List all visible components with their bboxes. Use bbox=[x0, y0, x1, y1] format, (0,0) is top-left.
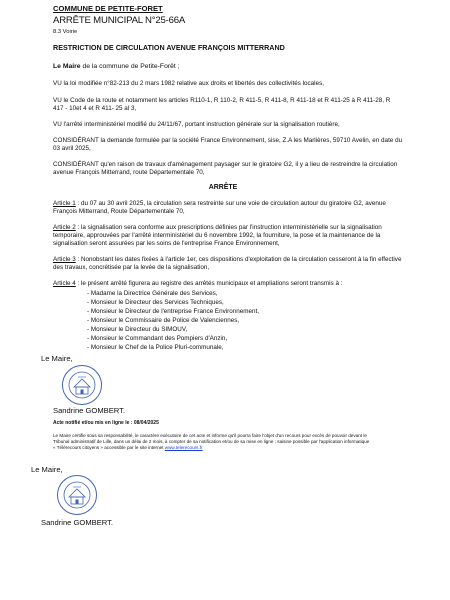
article-3-label: Article 3 bbox=[53, 256, 76, 263]
recipient-item: - Monsieur le Chef de la Police Pluri-communale, bbox=[87, 344, 224, 351]
legal-notice-line1: Le Maire certifie sous sa responsabilité, le caractère exécutoire de cet acte et informe qu'il pourra faire l'objet d'un recours pour excès de pouvoir devant le bbox=[53, 433, 367, 438]
recipient-item: - Madame la Directrice Générale des Services, bbox=[87, 290, 218, 297]
article-1-text: : du 07 au 30 avril 2025, la circulation sera restreinte sur une voie de circulation autour du giratoire G2, avenue bbox=[75, 200, 386, 207]
considerant-1-line2: 03 avril 2025, bbox=[53, 145, 91, 152]
mairie-seal-2 bbox=[56, 474, 98, 516]
online-date: Acte notifié et/ou mis en ligne le : 08/04/2025 bbox=[53, 420, 159, 426]
recipient-item: - Monsieur le Directeur de l'entreprise France Environnement, bbox=[87, 308, 259, 315]
signature-name-1: Sandrine GOMBERT. bbox=[53, 406, 126, 415]
recipient-item: - Monsieur le Commandant des Pompiers d'Anzin, bbox=[87, 335, 228, 342]
considerant-1-line1: CONSIDÉRANT la demande formulée par la société France Environnement, sise, Z.A les Marlières, 59710 Avelin, en date du bbox=[53, 137, 403, 144]
article-3-line2: des travaux, concrétisée par la levée de la signalisation, bbox=[53, 264, 210, 271]
mairie-seal-1 bbox=[61, 364, 103, 406]
signature-name-2: Sandrine GOMBERT. bbox=[41, 518, 114, 527]
arrete-heading: ARRÊTE bbox=[208, 184, 238, 191]
article-1-line1 bbox=[53, 200, 386, 207]
considerant-2-line2: avenue François Mitterrand, route Départementale 70, bbox=[53, 169, 205, 176]
article-1-line2: François Mitterrand, Route Départementale 70, bbox=[53, 208, 185, 215]
article-1-label: Article 1 bbox=[53, 200, 76, 207]
mayor-intro-bold: Le Maire bbox=[53, 63, 81, 70]
signature-title-2: Le Maire, bbox=[31, 465, 63, 474]
vu-loi: VU la loi modifiée n°82-213 du 2 mars 1982 relative aux droits et libertés des collectivités locales, bbox=[53, 80, 324, 87]
article-2-line1 bbox=[53, 224, 382, 231]
article-4-label: Article 4 bbox=[53, 280, 76, 287]
signature-title-1: Le Maire, bbox=[41, 354, 73, 363]
vu-arrete: VU l'arrêté interministériel modifié du 24/11/67, portant instruction générale sur la signalisation routière, bbox=[53, 121, 340, 128]
commune-header: COMMUNE DE PETITE-FORET bbox=[53, 4, 163, 13]
telerecours-link[interactable]: www.telerecours.fr bbox=[164, 445, 203, 450]
vu-code-route-line2: 417 - 10et 4 et R 411- 25 al 3, bbox=[53, 105, 137, 112]
article-3-text: : Nonobstant les dates fixées à l'article 1er, ces dispositions d'exploitation de la circulation cesseront à la fin effective bbox=[75, 256, 402, 263]
article-4-line1 bbox=[53, 280, 342, 287]
considerant-2-line1: CONSIDÉRANT qu'en raison de travaux d'aménagement paysager sur le giratoire G2, il y a lieu de restreindre la circulation bbox=[53, 161, 398, 168]
recipient-item: - Monsieur le Commissaire de Police de Valenciennes, bbox=[87, 317, 240, 324]
mayor-intro-rest: de la commune de Petite-Forêt ; bbox=[80, 63, 180, 70]
arrete-number: ARRÊTE MUNICIPAL N°25-66A bbox=[53, 15, 186, 26]
legal-notice-line3-text: « Télérecours citoyens » accessible par le site internet bbox=[53, 445, 165, 450]
article-2-line3: signalisation seront assurées par les soins de l'entreprise France Environnement, bbox=[53, 240, 280, 247]
article-3-line1 bbox=[53, 256, 401, 263]
document-title: RESTRICTION DE CIRCULATION AVENUE FRANÇOIS MITTERRAND bbox=[53, 43, 285, 52]
legal-notice-line2: Tribunal administratif de Lille, dans un délai de 2 mois, à compter de sa notification et/ou de sa mise en ligne ; saisine possible par l'application informatique bbox=[53, 439, 370, 444]
article-2-label: Article 2 bbox=[53, 224, 76, 231]
article-4-text: : le présent arrêté figurera au registre des arrêtés municipaux et ampliations seront transmis à : bbox=[75, 280, 343, 287]
legal-notice-line3 bbox=[53, 445, 203, 450]
category-label: 8.3 Voirie bbox=[53, 29, 78, 35]
recipient-item: - Monsieur le Directeur du SIMOUV, bbox=[87, 326, 188, 333]
article-2-line2: temporaire, approuvées par l'arrêté interministériel du 6 novembre 1992, la fourniture, la pose et la maintenance de la bbox=[53, 232, 381, 239]
mayor-intro bbox=[53, 63, 180, 70]
article-2-text: : la signalisation sera conforme aux prescriptions définies par l'instruction interministérielle sur la signalisation bbox=[75, 224, 382, 231]
recipient-item: - Monsieur le Directeur des Services Techniques, bbox=[87, 299, 224, 306]
vu-code-route-line1: VU le Code de la route et notamment les articles R110-1, R 110-2, R 411-5, R 411-8, R 411-18 et R 411-25 à R 411-28, R bbox=[53, 97, 391, 104]
